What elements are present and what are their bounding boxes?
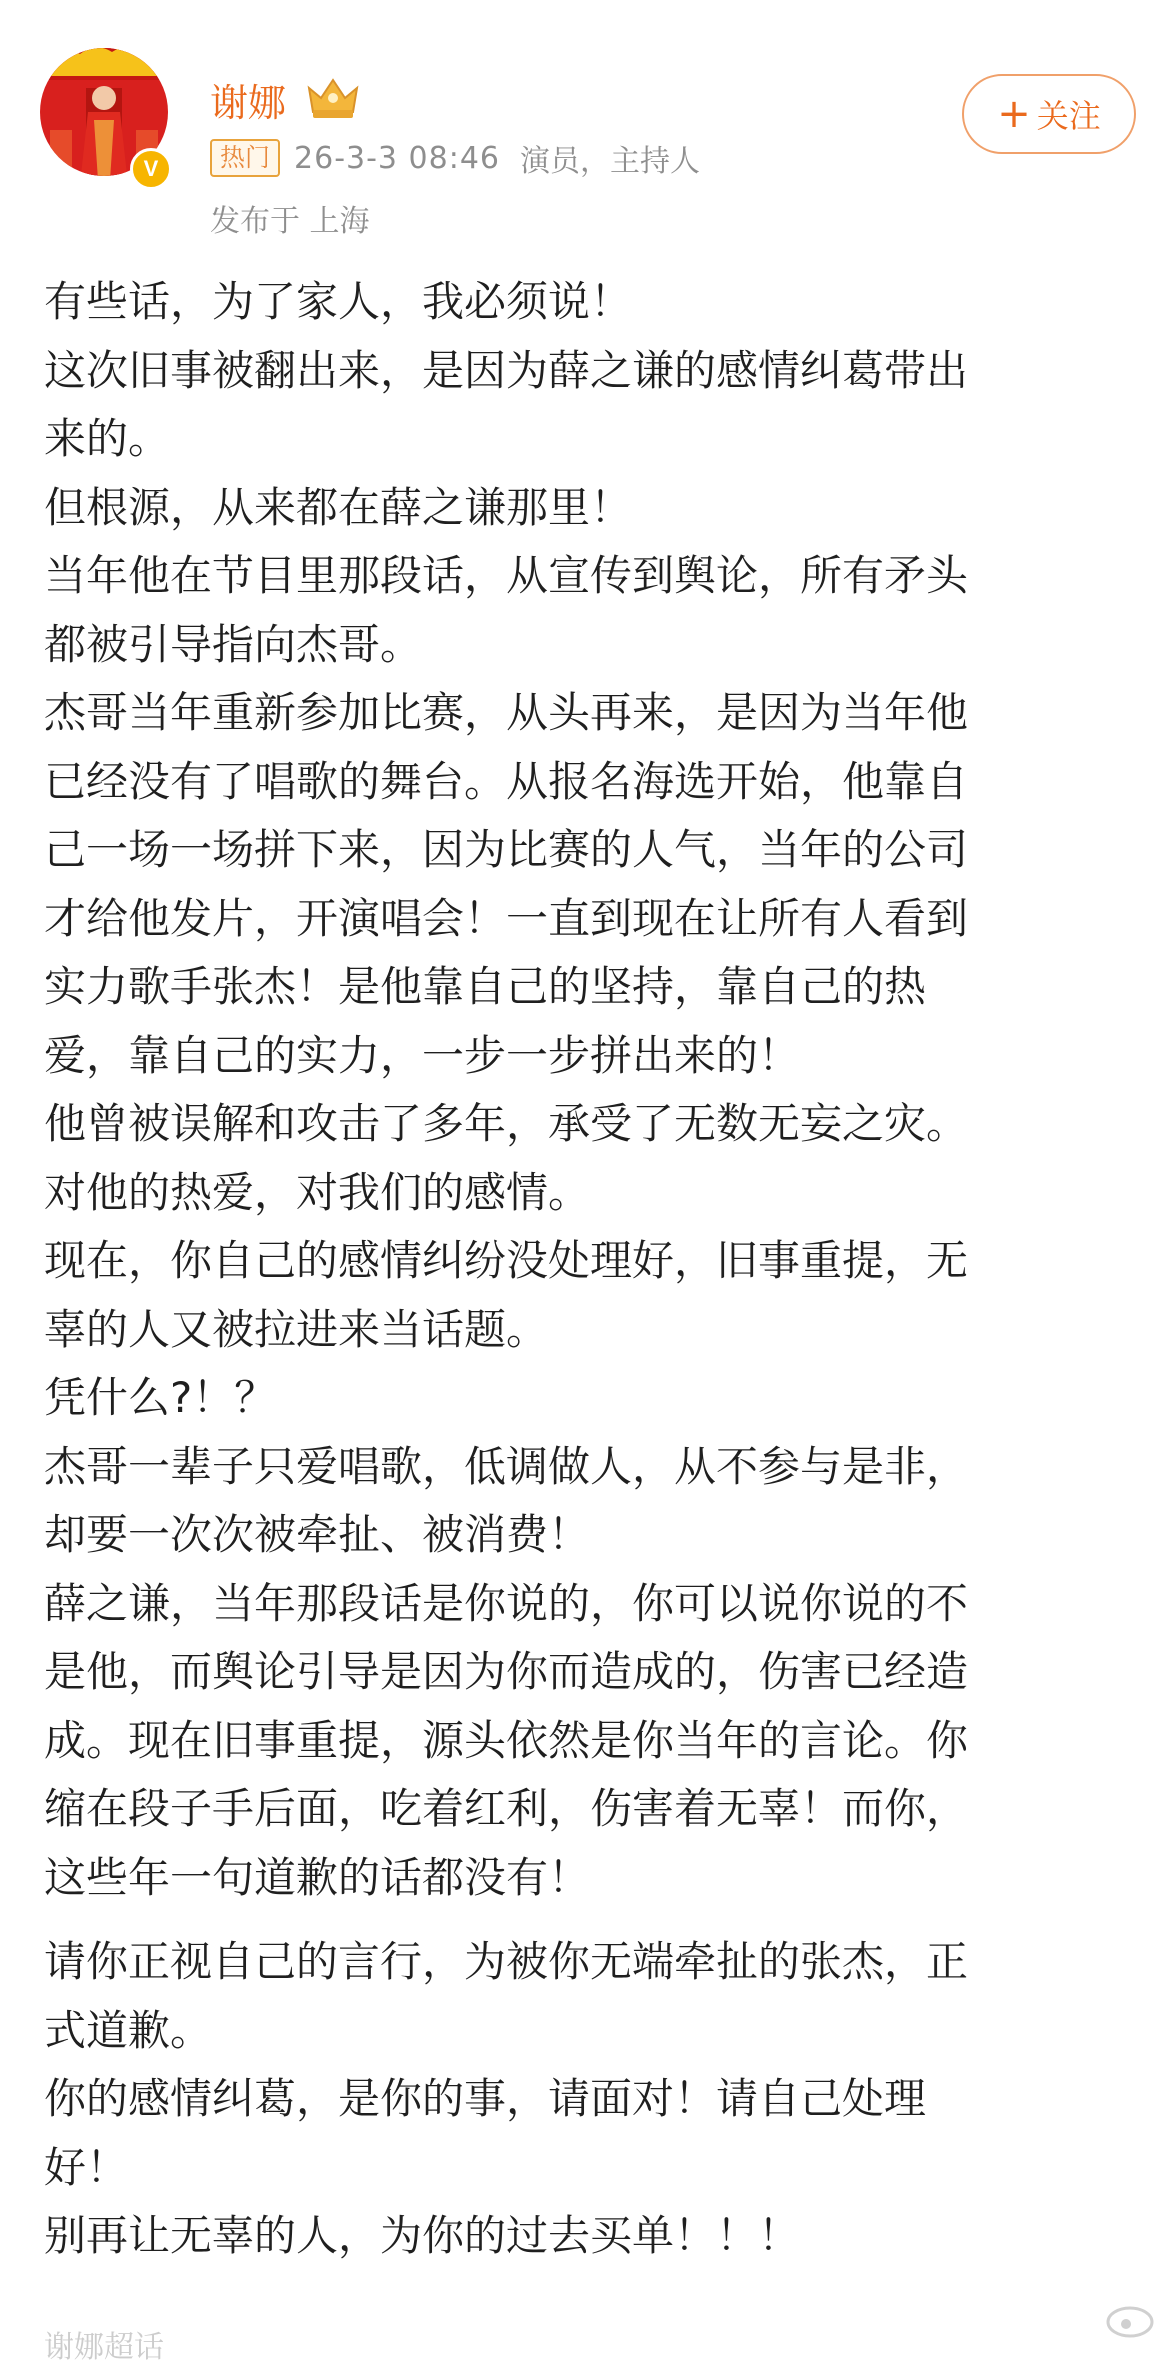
hot-tag[interactable]: 热门 [210,139,280,177]
post-header [0,0,1176,250]
post-paragraph: 杰哥当年重新参加比赛，从头再来，是因为当年他 已经没有了唱歌的舞台。从报名海选开始，他靠自 己一场一场拼下来，因为比赛的人气，当年的公司 才给他发片，开演唱会！一直到现在让所有人看到 实力歌手张杰！是他靠自己的坚持，靠自己的热 爱，靠自己的实力，一步一步拼出来的！ [44,688,969,1080]
post-paragraph: 现在，你自己的感情纠纷没处理好，旧事重提，无 辜的人又被拉进来当话题。 [44,1236,969,1354]
post-paragraph: 薛之谦，当年那段话是你说的，你可以说你说的不 是他，而舆论引导是因为你而造成的，伤害已经造 成。现在旧事重提，源头依然是你当年的言论。你 缩在段子手后面，吃着红利，伤害着无辜！而你， 这些年一句道歉的话都没有！ [44,1578,969,1902]
follow-label: 关注 [1036,97,1101,135]
post-paragraph: 这次旧事被翻出来，是因为薛之谦的感情纠葛带出 来的。 [44,345,969,463]
verified-badge-icon: V [130,148,172,190]
post-paragraph: 你的感情纠葛，是你的事，请面对！请自己处理 好！ [44,2074,927,2192]
post-paragraph: 当年他在节目里那段话，从宣传到舆论，所有矛头 都被引导指向杰哥。 [44,551,969,669]
author-title: 演员，主持人 [520,144,701,179]
follow-button[interactable] [962,74,1136,154]
post-paragraph: 但根源，从来都在薛之谦那里！ [44,482,633,532]
post-location: 发布于 上海 [210,204,370,239]
post-paragraph: 凭什么?！？ [44,1373,277,1422]
post-paragraph: 请你正视自己的言行，为被你无端牵扯的张杰，正 式道歉。 [44,1937,969,2055]
post-meta [210,138,700,178]
weibo-watermark-icon [1100,2300,1160,2340]
post-paragraph: 杰哥一辈子只爱唱歌，低调做人，从不参与是非， 却要一次次被牵扯、被消费！ [44,1441,969,1559]
post-content [44,268,1124,2271]
author-name[interactable]: 谢娜 [210,81,287,125]
post-paragraph: 他曾被误解和攻击了多年，承受了无数无妄之灾。 [44,1099,969,1148]
supertopic-link[interactable]: 谢娜超话 [44,2330,164,2365]
post-paragraph: 对他的热爱，对我们的感情。 [44,1167,591,1217]
post-time: 26-3-3 08:46 [294,140,501,176]
post-paragraph: 别再让无辜的人，为你的过去买单！！！ [44,2211,801,2260]
post-paragraph: 有些话，为了家人，我必须说！ [44,277,633,326]
vip-crown-icon[interactable] [305,74,361,120]
plus-icon: + [997,91,1031,137]
